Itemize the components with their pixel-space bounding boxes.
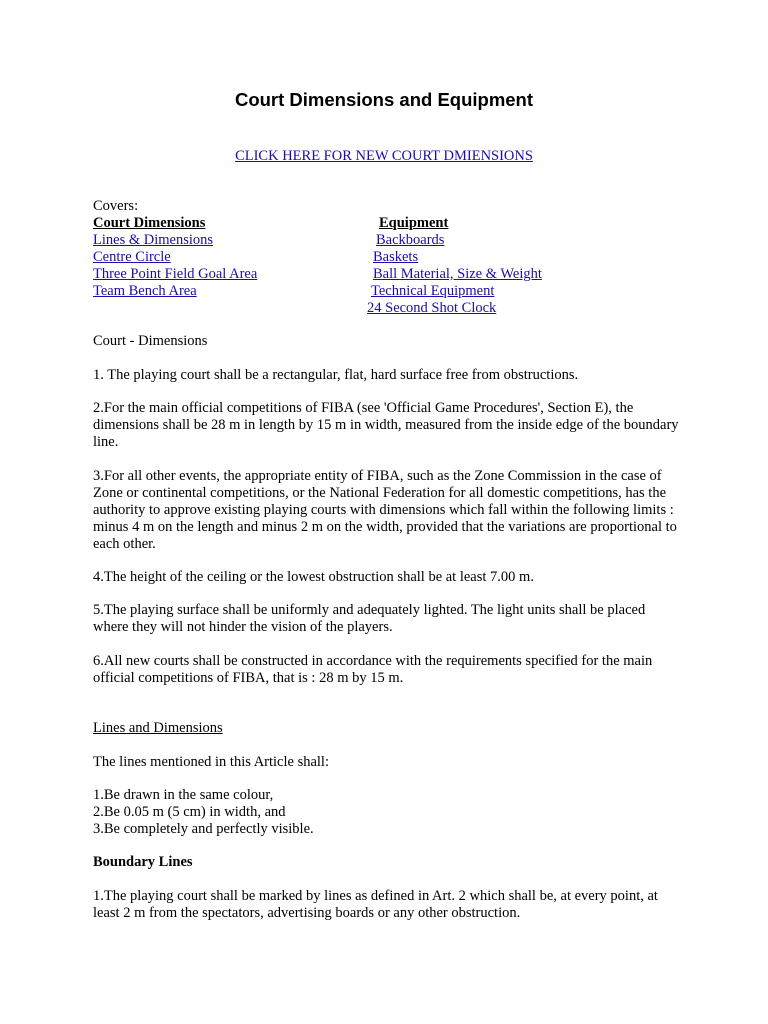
toc-link-shot-clock[interactable]: 24 Second Shot Clock (367, 300, 497, 316)
toc-link-backboards[interactable]: Backboards (376, 232, 445, 248)
paragraph-3: 3.For all other events, the appropriate entity of FIBA, such as the Zone Commission in the case of Zone or continental competitions, or the National Federation for all domestic competitions, has the authority to approve existing playing courts with dimensions which fall within the following limits : minus 4 m on the length and minus 2 m on the width, provided that the variations are proportional to each other. (93, 468, 677, 552)
boundary-paragraph: 1.The playing court shall be marked by lines as defined in Art. 2 which shall be, at every point, at least 2 m from the spectators, advertising boards or any other obstruction. (93, 888, 658, 921)
paragraph-4: 4.The height of the ceiling or the lowest obstruction shall be at least 7.00 m. (93, 569, 534, 585)
lines-intro: The lines mentioned in this Article shall: (93, 754, 329, 770)
section-heading-court-dimensions: Court - Dimensions (93, 333, 208, 349)
new-court-dimensions-link-text[interactable]: CLICK HERE FOR NEW COURT DMIENSIONS (235, 148, 533, 164)
lines-item-1: 1.Be drawn in the same colour, (93, 787, 274, 803)
section-heading-lines-dimensions: Lines and Dimensions (93, 720, 223, 736)
paragraph-1: 1. The playing court shall be a rectangular, flat, hard surface free from obstructions. (93, 367, 579, 383)
toc-link-three-point-area[interactable]: Three Point Field Goal Area (93, 266, 258, 282)
lines-item-2: 2.Be 0.05 m (5 cm) in width, and (93, 804, 286, 820)
new-court-dimensions-link[interactable] (0, 148, 768, 165)
toc-link-centre-circle[interactable]: Centre Circle (93, 249, 171, 265)
court-dimensions-heading: Court Dimensions (93, 215, 206, 231)
covers-label: Covers: (93, 198, 139, 214)
toc-link-team-bench-area[interactable]: Team Bench Area (93, 283, 197, 299)
lines-item-3: 3.Be completely and perfectly visible. (93, 821, 314, 837)
paragraph-6: 6.All new courts shall be constructed in accordance with the requirements specified for the main official competitions of FIBA, that is : 28 m by 15 m. (93, 653, 653, 686)
paragraph-2: 2.For the main official competitions of FIBA (see 'Official Game Procedures', Section E), the dimensions shall be 28 m in length by 15 m in width, measured from the inside edge of the boundary line. (93, 400, 679, 450)
page-title: Court Dimensions and Equipment (234, 89, 534, 110)
toc-link-ball-material[interactable]: Ball Material, Size & Weight (373, 266, 542, 282)
toc-link-lines-dimensions[interactable]: Lines & Dimensions (93, 232, 214, 248)
section-heading-boundary-lines: Boundary Lines (93, 854, 193, 870)
paragraph-5: 5.The playing surface shall be uniformly and adequately lighted. The light units shall be placed where they will not hinder the vision of the players. (93, 602, 646, 635)
equipment-heading: Equipment (379, 215, 449, 231)
toc-link-technical-equipment[interactable]: Technical Equipment (371, 283, 495, 299)
toc-link-baskets[interactable]: Baskets (373, 249, 419, 265)
